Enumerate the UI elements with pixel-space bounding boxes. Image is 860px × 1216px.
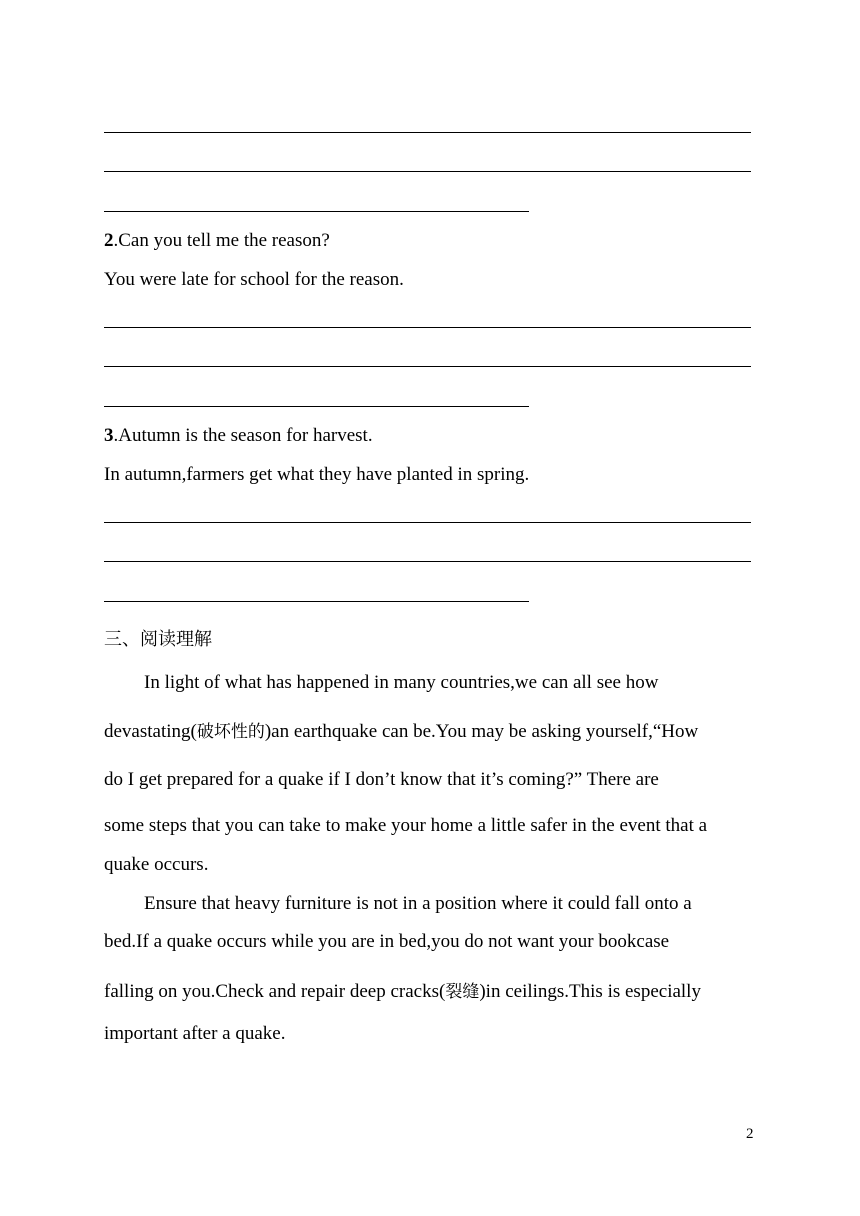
- passage-p1-line-4: some steps that you can take to make your home a little safer in the event that a: [104, 815, 708, 836]
- passage-p1-line-5: quake occurs.: [104, 854, 209, 875]
- question-text: .Autumn is the season for harvest.: [113, 425, 373, 446]
- passage-p1-line-2: [104, 717, 698, 743]
- section-heading: 三、阅读理解: [104, 629, 212, 650]
- question-3-line-2: In autumn,farmers get what they have planted in spring.: [104, 464, 530, 485]
- passage-p1-line-3: do I get prepared for a quake if I don’t know that it’s coming?” There are: [104, 769, 659, 790]
- cjk-gloss: 裂缝: [445, 982, 480, 1002]
- question-2-line-2: You were late for school for the reason.: [104, 269, 404, 290]
- answer-line: [104, 211, 529, 212]
- passage-p1-line-1: In light of what has happened in many countries,we can all see how: [144, 672, 659, 693]
- question-number: 3: [104, 425, 114, 446]
- answer-line: [104, 327, 751, 328]
- answer-line: [104, 561, 751, 562]
- question-2-line-1: [104, 230, 330, 252]
- text-run: )an earthquake can be.You may be asking yourself,“How: [264, 721, 699, 742]
- question-number: 2: [104, 230, 114, 251]
- question-3-line-1: [104, 425, 373, 447]
- passage-p2-line-3: [104, 977, 701, 1003]
- passage-p2-line-4: important after a quake.: [104, 1023, 286, 1044]
- answer-line: [104, 406, 529, 407]
- passage-p2-line-1: Ensure that heavy furniture is not in a position where it could fall onto a: [144, 893, 692, 914]
- text-run: devastating(: [104, 721, 197, 742]
- answer-line: [104, 522, 751, 523]
- text-run: falling on you.Check and repair deep cracks(: [104, 981, 446, 1002]
- passage-p2-line-2: bed.If a quake occurs while you are in bed,you do not want your bookcase: [104, 931, 670, 952]
- page-number: 2: [746, 1126, 754, 1142]
- answer-line: [104, 132, 751, 133]
- cjk-gloss: 破坏性的: [196, 722, 265, 742]
- question-text: .Can you tell me the reason?: [113, 230, 330, 251]
- text-run: )in ceilings.This is especially: [479, 981, 701, 1002]
- answer-line: [104, 171, 751, 172]
- answer-line: [104, 366, 751, 367]
- answer-line: [104, 601, 529, 602]
